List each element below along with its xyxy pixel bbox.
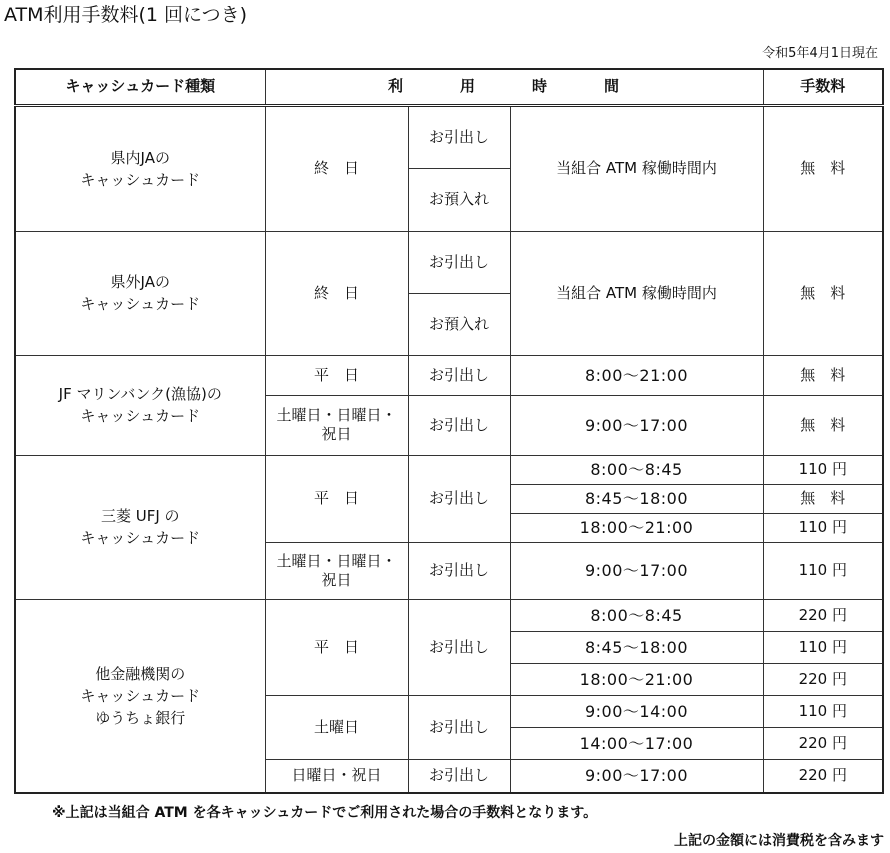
table-row — [15, 599, 883, 631]
fee-cell: 110 円 — [763, 631, 883, 663]
card-type-cell: 県外JAの キャッシュカード — [15, 231, 265, 355]
service-cell: お引出し — [408, 105, 510, 168]
fee-cell: 無 料 — [763, 105, 883, 231]
footnote-usage: ※上記は当組合 ATM を各キャッシュカードでご利用された場合の手数料となります。 — [52, 805, 598, 821]
as-of-date: 令和5年4月1日現在 — [762, 46, 878, 61]
day-cell: 終 日 — [265, 105, 408, 231]
fee-cell: 無 料 — [763, 355, 883, 395]
header-row — [15, 69, 883, 105]
day-cell: 土曜日・日曜日・祝日 — [265, 542, 408, 599]
service-cell: お引出し — [408, 355, 510, 395]
fee-cell: 220 円 — [763, 727, 883, 759]
time-cell: 9:00～14:00 — [510, 695, 763, 727]
day-cell: 平 日 — [265, 455, 408, 542]
card-type-cell: 県内JAの キャッシュカード — [15, 105, 265, 231]
header-card-type: キャッシュカード種類 — [15, 69, 265, 105]
service-cell: お預入れ — [408, 293, 510, 355]
fee-cell: 220 円 — [763, 663, 883, 695]
day-cell: 平 日 — [265, 599, 408, 695]
time-cell: 当組合 ATM 稼働時間内 — [510, 231, 763, 355]
atm-fee-table — [14, 68, 884, 794]
fee-cell: 110 円 — [763, 695, 883, 727]
time-cell: 8:45～18:00 — [510, 484, 763, 513]
service-cell: お引出し — [408, 395, 510, 455]
fee-cell: 無 料 — [763, 484, 883, 513]
service-cell: お引出し — [408, 455, 510, 542]
time-cell: 8:00～8:45 — [510, 455, 763, 484]
time-cell: 8:00～21:00 — [510, 355, 763, 395]
fee-cell: 無 料 — [763, 395, 883, 455]
day-cell: 終 日 — [265, 231, 408, 355]
time-cell: 14:00～17:00 — [510, 727, 763, 759]
table-row — [15, 455, 883, 484]
card-type-cell: 他金融機関の キャッシュカード ゆうちょ銀行 — [15, 599, 265, 793]
page-title: ATM利用手数料(1 回につき) — [4, 4, 248, 26]
day-cell: 平 日 — [265, 355, 408, 395]
fee-cell: 無 料 — [763, 231, 883, 355]
fee-cell: 110 円 — [763, 455, 883, 484]
time-cell: 9:00～17:00 — [510, 395, 763, 455]
time-cell: 18:00～21:00 — [510, 663, 763, 695]
service-cell: お引出し — [408, 542, 510, 599]
fee-cell: 220 円 — [763, 599, 883, 631]
time-cell: 8:00～8:45 — [510, 599, 763, 631]
day-cell: 日曜日・祝日 — [265, 759, 408, 793]
header-usage-time: 利 用 時 間 — [265, 69, 763, 105]
footnote-tax: 上記の金額には消費税を含みます — [674, 833, 884, 849]
day-cell: 土曜日 — [265, 695, 408, 759]
fee-cell: 110 円 — [763, 542, 883, 599]
service-cell: お引出し — [408, 599, 510, 695]
table-row — [15, 105, 883, 168]
fee-cell: 220 円 — [763, 759, 883, 793]
service-cell: お引出し — [408, 695, 510, 759]
service-cell: お引出し — [408, 759, 510, 793]
card-type-cell: JF マリンバンク(漁協)の キャッシュカード — [15, 355, 265, 455]
time-cell: 9:00～17:00 — [510, 542, 763, 599]
card-type-cell: 三菱 UFJ の キャッシュカード — [15, 455, 265, 599]
table-row — [15, 355, 883, 395]
time-cell: 9:00～17:00 — [510, 759, 763, 793]
time-cell: 当組合 ATM 稼働時間内 — [510, 105, 763, 231]
time-cell: 18:00～21:00 — [510, 513, 763, 542]
service-cell: お引出し — [408, 231, 510, 293]
header-fee: 手数料 — [763, 69, 883, 105]
day-cell: 土曜日・日曜日・祝日 — [265, 395, 408, 455]
fee-cell: 110 円 — [763, 513, 883, 542]
time-cell: 8:45～18:00 — [510, 631, 763, 663]
table-row — [15, 231, 883, 293]
service-cell: お預入れ — [408, 168, 510, 231]
